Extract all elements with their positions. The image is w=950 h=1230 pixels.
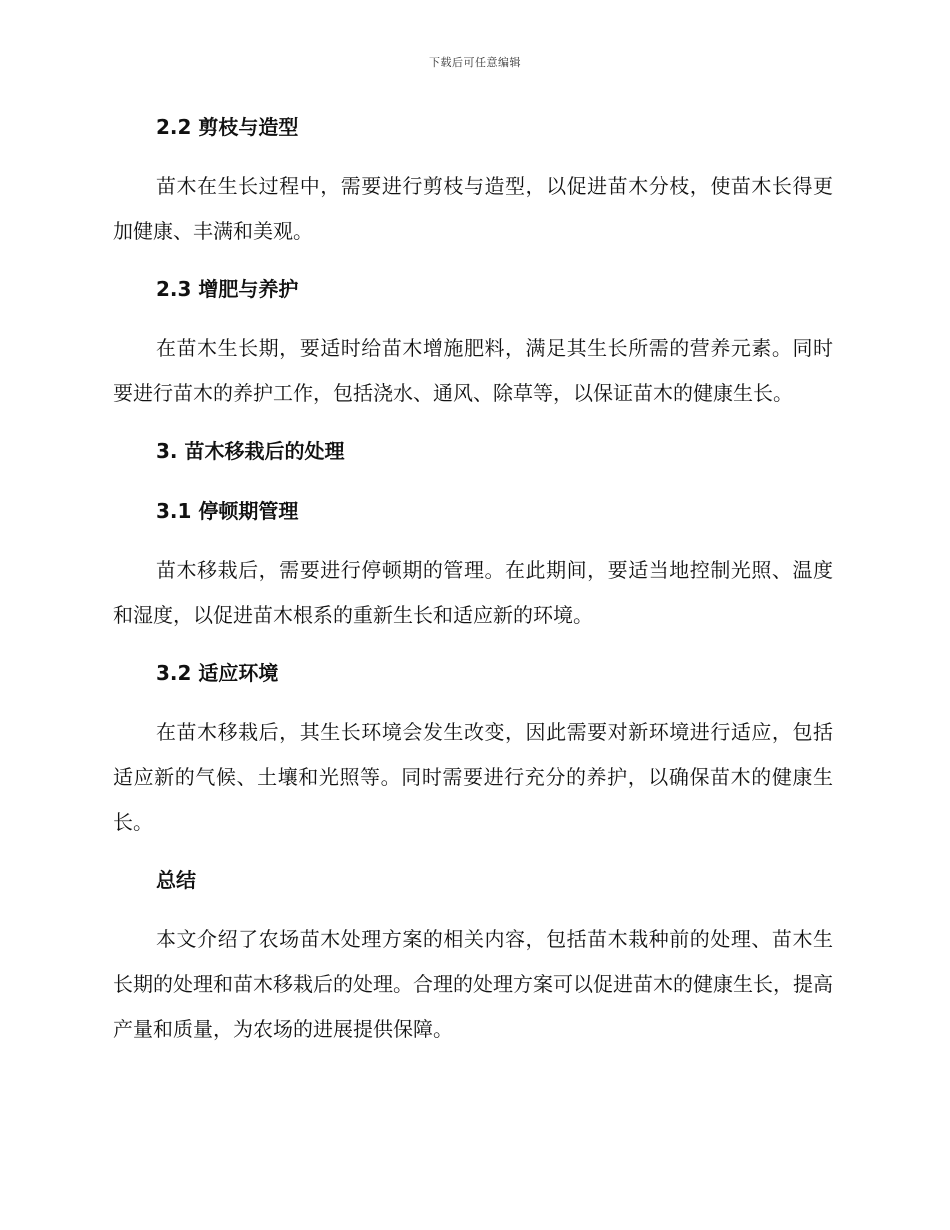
section-paragraph-2-2: 苗木在生长过程中，需要进行剪枝与造型，以促进苗木分枝，使苗木长得更加健康、丰满和美观。 xyxy=(113,174,833,243)
section-heading-3: 3. 苗木移栽后的处理 xyxy=(156,439,345,463)
section-heading-3-1: 3.1 停顿期管理 xyxy=(156,499,299,523)
section-paragraph-2-3: 在苗木生长期，要适时给苗木增施肥料，满足其生长所需的营养元素。同时要进行苗木的养护工作，包括浇水、通风、除草等，以保证苗木的健康生长。 xyxy=(113,336,833,405)
header-note: 下载后可任意编辑 xyxy=(429,56,521,69)
section-heading-summary: 总结 xyxy=(156,868,196,892)
section-heading-3-2: 3.2 适应环境 xyxy=(156,661,279,685)
document-body xyxy=(113,112,833,1052)
section-paragraph-summary: 本文介绍了农场苗木处理方案的相关内容，包括苗木栽种前的处理、苗木生长期的处理和苗木移栽后的处理。合理的处理方案可以促进苗木的健康生长，提高产量和质量，为农场的进展提供保障。 xyxy=(113,927,833,1041)
section-paragraph-3-2: 在苗木移栽后，其生长环境会发生改变，因此需要对新环境进行适应，包括适应新的气候、土壤和光照等。同时需要进行充分的养护，以确保苗木的健康生长。 xyxy=(113,720,833,834)
section-paragraph-3-1: 苗木移栽后，需要进行停顿期的管理。在此期间，要适当地控制光照、温度和湿度，以促进苗木根系的重新生长和适应新的环境。 xyxy=(113,558,833,627)
section-heading-2-3: 2.3 增肥与养护 xyxy=(156,277,299,301)
section-heading-2-2: 2.2 剪枝与造型 xyxy=(156,115,299,139)
